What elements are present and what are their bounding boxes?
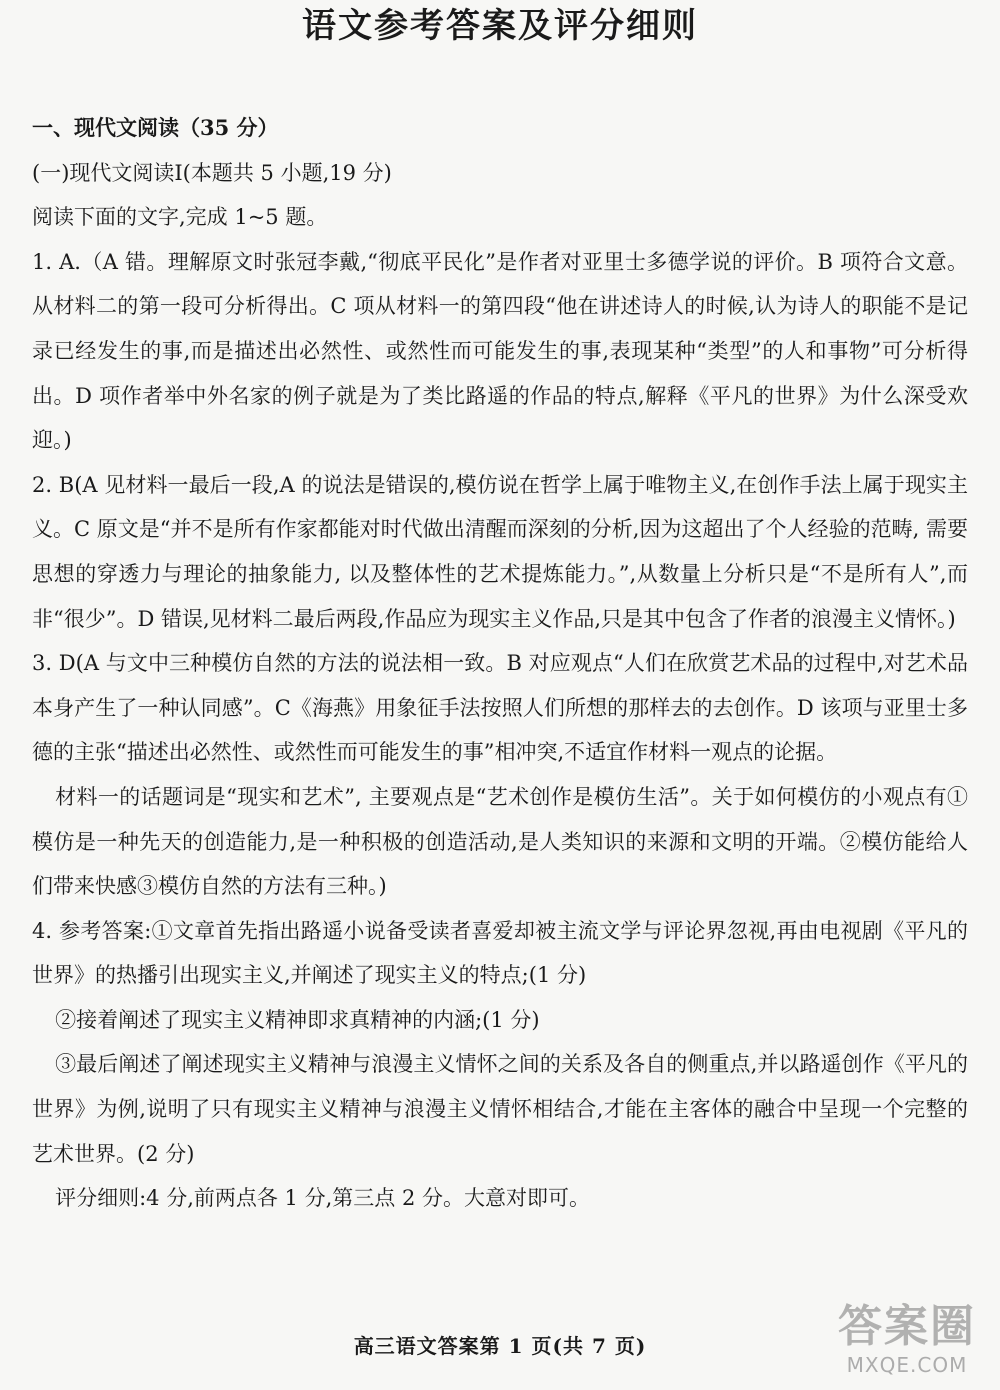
page-title: 语文参考答案及评分细则 [302,6,698,46]
watermark-text: 答案圈 [838,1301,976,1352]
answer-4: 4. 参考答案:①文章首先指出路遥小说备受读者喜爱却被主流文学与评论界忽视,再由电视剧《平凡的世界》的热播引出现实主义,并阐述了现实主义的特点;(1 分) [32,918,968,988]
answer-4-point-2: ②接着阐述了现实主义精神即求真精神的内涵;(1 分) [55,1007,540,1032]
section-heading: 一、现代文阅读（35 分） [32,115,279,140]
instruction-line: 阅读下面的文字,完成 1~5 题。 [32,205,328,230]
subsection-heading: (一)现代文阅读Ⅰ(本题共 5 小题,19 分) [32,160,392,185]
answer-2: 2. B(A 见材料一最后一段,A 的说法是错误的,模仿说在哲学上属于唯物主义,在创作手法上属于现实主义。C 原文是“并不是所有作家都能对时代做出清醒而深刻的分析,因为这超出了个人经验的范畴, 需要思想的穿透力与理论的抽象能力, 以及整体性的艺术提炼能力。”,从数量上分析只是“不是所有人”,而非“很少”。D 错误,见材料二最后两段,作品应为现实主义作品,只是其中包含了作者的浪漫主义情怀。) [32,472,968,631]
answer-4-point-3: ③最后阐述了阐述现实主义精神与浪漫主义情怀之间的关系及各自的侧重点,并以路遥创作《平凡的世界》为例,说明了只有现实主义精神与浪漫主义情怀相结合,才能在主客体的融合中呈现一个完整的艺术世界。(2 分) [32,1052,968,1166]
watermark-logo [822,1300,992,1382]
watermark-url: MXQE.COM [846,1353,968,1377]
scoring-rule: 评分细则:4 分,前两点各 1 分,第三点 2 分。大意对即可。 [55,1186,590,1211]
answer-3: 3. D(A 与文中三种模仿自然的方法的说法相一致。B 对应观点“人们在欣赏艺术品的过程中,对艺术品本身产生了一种认同感”。C《海燕》用象征手法按照人们所想的那样去的去创作。D 该项与亚里士多德的主张“描述出必然性、或然性而可能发生的事”相冲突,不适宜作材料一观点的论据。 [32,651,968,765]
page-footer: 高三语文答案第 1 页(共 7 页) [353,1334,647,1358]
answer-3-note: 材料一的话题词是“现实和艺术”, 主要观点是“艺术创作是模仿生活”。关于如何模仿的小观点有①模仿是一种先天的创造能力,是一种积极的创造活动,是人类知识的来源和文明的开端。②模仿能给人们带来快感③模仿自然的方法有三种。) [32,784,968,899]
answer-content [32,106,968,1221]
answer-1: 1. A.（A 错。理解原文时张冠李戴,“彻底平民化”是作者对亚里士多德学说的评价。B 项符合文意。从材料二的第一段可分析得出。C 项从材料一的第四段“他在讲述诗人的时候,认为诗人的职能不是记录已经发生的事,而是描述出必然性、或然性而可能发生的事,表现某种“类型”的人和事物”可分析得出。D 项作者举中外名家的例子就是为了类比路遥的作品的特点,解释《平凡的世界》为什么深受欢迎。) [32,249,968,453]
